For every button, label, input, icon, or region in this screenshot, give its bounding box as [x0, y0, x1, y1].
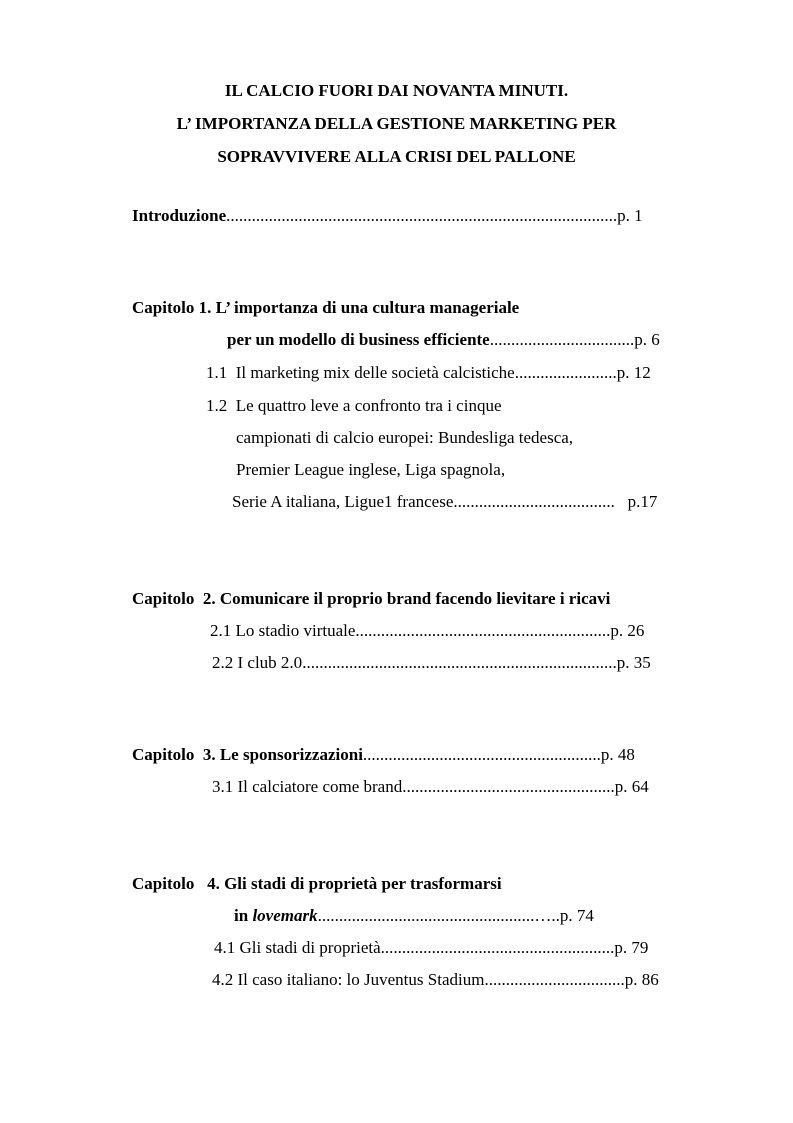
section-1-1: [206, 363, 651, 383]
toc-entry-label: per un modello di business efficiente: [227, 330, 490, 349]
chapter-3-heading: [132, 745, 635, 765]
toc-page-number: p. 74: [559, 906, 594, 925]
section-1-2-line-2: campionati di calcio europei: Bundesliga tedesca,: [236, 428, 574, 447]
toc-leader-dots: ......................................: [453, 492, 628, 511]
chapter-1-heading: Capitolo 1. L’ importanza di una cultura manageriale: [132, 298, 520, 317]
toc-entry-label: 1.1 Il marketing mix delle società calcistiche: [206, 363, 515, 382]
section-3-1: [212, 777, 649, 797]
toc-entry-label-prefix: in: [234, 906, 253, 925]
toc-entry-label: 2.1 Lo stadio virtuale: [210, 621, 356, 640]
section-4-2: [212, 970, 659, 990]
toc-page-number: p. 1: [617, 206, 643, 225]
section-4-1: [214, 938, 648, 958]
toc-page-number: p. 86: [624, 970, 659, 989]
toc-page-number: p. 26: [610, 621, 645, 640]
chapter-1-heading-continued: [227, 330, 660, 350]
toc-page-number: p. 48: [600, 745, 635, 764]
toc-page-number: p. 79: [614, 938, 649, 957]
chapter-2-heading: Capitolo 2. Comunicare il proprio brand facendo lievitare i ricavi: [132, 589, 611, 608]
toc-page-number: p. 6: [634, 330, 660, 349]
section-1-2-line-4: [232, 492, 657, 512]
section-2-2: [212, 653, 651, 673]
title-line-1: IL CALCIO FUORI DAI NOVANTA MINUTI.: [224, 81, 569, 100]
toc-leader-dots: .................................: [484, 970, 625, 989]
toc-page-number: p. 12: [616, 363, 651, 382]
toc-entry-label: 4.2 Il caso italiano: lo Juventus Stadium: [212, 970, 485, 989]
toc-entry-label: Serie A italiana, Ligue1 francese: [232, 492, 454, 511]
toc-page-number: p. 64: [614, 777, 649, 796]
toc-entry-label: 2.2 I club 2.0: [212, 653, 303, 672]
document-title: [0, 74, 793, 173]
section-2-1: [210, 621, 644, 641]
section-1-2-line-3: Premier League inglese, Liga spagnola,: [236, 460, 506, 479]
toc-entry-label: 4.1 Gli stadi di proprietà: [214, 938, 381, 957]
chapter-4-heading: Capitolo 4. Gli stadi di proprietà per trasformarsi: [132, 874, 502, 893]
toc-leader-dots: ..................................................: [402, 777, 615, 796]
toc-leader-dots: ........................................................: [362, 745, 601, 764]
toc-leader-dots: ............................................................................................: [226, 206, 618, 225]
toc-leader-dots: .......................................................: [380, 938, 615, 957]
toc-leader-dots: ............................................................: [355, 621, 611, 640]
chapter-4-heading-continued: [234, 906, 594, 926]
toc-entry-label: Capitolo 3. Le sponsorizzazioni: [132, 745, 363, 764]
toc-entry-introduzione: [132, 206, 643, 226]
toc-leader-dots: ........................: [514, 363, 617, 382]
title-line-2: L’ IMPORTANZA DELLA GESTIONE MARKETING PER: [176, 114, 617, 133]
toc-entry-label: Introduzione: [132, 206, 227, 225]
toc-page-number: p. 35: [616, 653, 651, 672]
toc-page-number: p.17: [627, 492, 658, 511]
toc-leader-dots: ..........................................................................: [302, 653, 617, 672]
toc-entry-label: 3.1 Il calciatore come brand: [212, 777, 403, 796]
toc-leader-dots: ...................................................…..: [317, 906, 560, 925]
toc-leader-dots: ..................................: [489, 330, 635, 349]
title-line-3: SOPRAVVIVERE ALLA CRISI DEL PALLONE: [217, 147, 576, 166]
toc-entry-label-italic: lovemark: [252, 906, 318, 925]
section-1-2-line-1: 1.2 Le quattro leve a confronto tra i cinque: [206, 396, 502, 415]
